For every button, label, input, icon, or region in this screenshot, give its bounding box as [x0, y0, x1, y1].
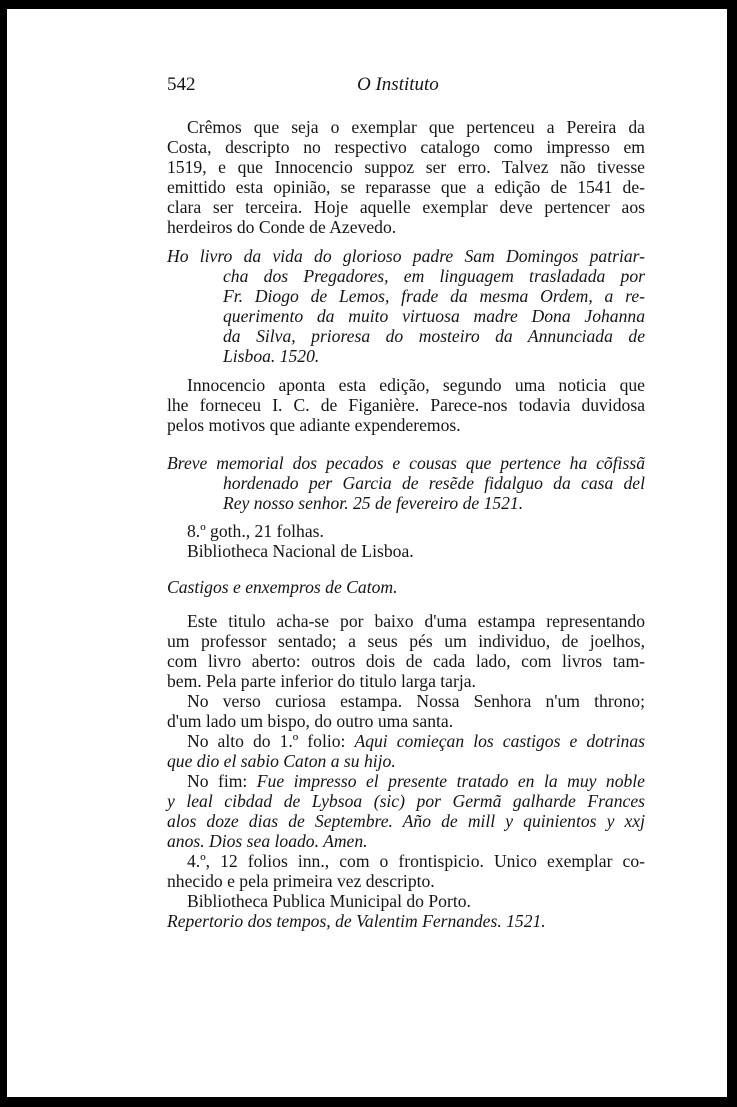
page-header: [167, 73, 657, 97]
text-line: [167, 771, 645, 791]
text-line: um professor sentado; a seus pés um individuo, de joelhos,: [167, 631, 645, 651]
quoted-text: que dio el sabio Caton a su hijo.: [167, 751, 396, 771]
entry-title-line: Breve memorial dos pecados e cousas que pertence ha cõfissã: [167, 453, 645, 473]
quoted-text: Fue impresso el presente tratado en la muy noble: [256, 771, 645, 791]
entry-title-line: cha dos Pregadores, em linguagem trasladada por: [223, 266, 645, 286]
text-line: bem. Pela parte inferior do titulo larga tarja.: [167, 671, 476, 691]
text-run: No fim:: [187, 771, 257, 791]
entry-title-line: Ho livro da vida do glorioso padre Sam Domingos patriar-: [167, 246, 645, 266]
entry-title-line: Repertorio dos tempos, de Valentim Fernandes. 1521.: [167, 911, 546, 931]
text-line: clara ser terceira. Hoje aquelle exemplar deve pertencer aos: [167, 197, 645, 217]
entry-repertorio-title: [167, 911, 645, 931]
entry-title-line: Fr. Diogo de Lemos, frade da mesma Ordem, a re-: [223, 286, 645, 306]
entry-castigos-body: [167, 611, 645, 911]
entry-livro-da-vida: [167, 246, 645, 366]
text-line: Innocencio aponta esta edição, segundo uma noticia que: [187, 375, 645, 395]
entry-title-line: da Silva, prioresa do mosteiro da Annunciada de: [223, 326, 645, 346]
entry-title-line: Rey nosso senhor. 25 de fevereiro de 1521.: [223, 493, 524, 513]
text-line: No verso curiosa estampa. Nossa Senhora n'um throno;: [187, 691, 645, 711]
entry-castigos-title: [167, 577, 645, 597]
text-line: Costa, descripto no respectivo catalogo como impresso em: [167, 137, 645, 157]
text-line: lhe forneceu I. C. de Figanière. Parece-nos todavia duvidosa: [167, 395, 645, 415]
entry-title-line: Castigos e enxempros de Catom.: [167, 577, 398, 597]
library-note: Bibliotheca Publica Municipal do Porto.: [187, 891, 471, 911]
text-line: [167, 731, 645, 751]
text-line: emittido esta opinião, se reparasse que a edição de 1541 de-: [167, 177, 645, 197]
entry-title-line: querimento da muito virtuosa madre Dona Johanna: [223, 306, 645, 326]
quoted-text: y leal cibdad de Lybsoa (sic) por Germã galharde Frances: [167, 791, 645, 811]
book-page: [7, 9, 727, 1097]
running-title: O Instituto: [357, 74, 439, 95]
text-line: 4.º, 12 folios inn., com o frontispicio. Unico exemplar co-: [187, 851, 645, 871]
page-number: 542: [167, 74, 196, 95]
entry-breve-memorial-notes: [167, 521, 645, 561]
entry-title-line: Lisboa. 1520.: [223, 346, 320, 366]
text-line: Crêmos que seja o exemplar que pertenceu a Pereira da: [187, 117, 645, 137]
text-line: pelos motivos que adiante expenderemos.: [167, 415, 461, 435]
text-run: No alto do 1.º folio:: [187, 731, 355, 751]
text-line: herdeiros do Conde de Azevedo.: [167, 217, 397, 237]
text-line: d'um lado um bispo, do outro uma santa.: [167, 711, 454, 731]
paragraph-innocencio: [167, 375, 645, 435]
entry-title-line: hordenado per Garcia de resẽde fidalguo da casa del: [223, 473, 645, 493]
library-note: Bibliotheca Nacional de Lisboa.: [187, 541, 414, 561]
text-line: Este titulo acha-se por baixo d'uma estampa representando: [187, 611, 645, 631]
quoted-text: anos. Dios sea loado. Amen.: [167, 831, 368, 851]
text-line: 1519, e que Innocencio suppoz ser erro. Talvez não tivesse: [167, 157, 645, 177]
entry-breve-memorial: [167, 453, 645, 513]
text-line: nhecido e pela primeira vez descripto.: [167, 871, 435, 891]
paragraph-exemplar: [167, 117, 645, 237]
format-note: 8.º goth., 21 folhas.: [187, 521, 324, 541]
quoted-text: Aqui comieçan los castigos e dotrinas: [354, 731, 645, 751]
quoted-text: alos doze dias de Septembre. Año de mill y quinientos y xxj: [167, 811, 645, 831]
text-line: com livro aberto: outros dois de cada lado, com livros tam-: [167, 651, 645, 671]
